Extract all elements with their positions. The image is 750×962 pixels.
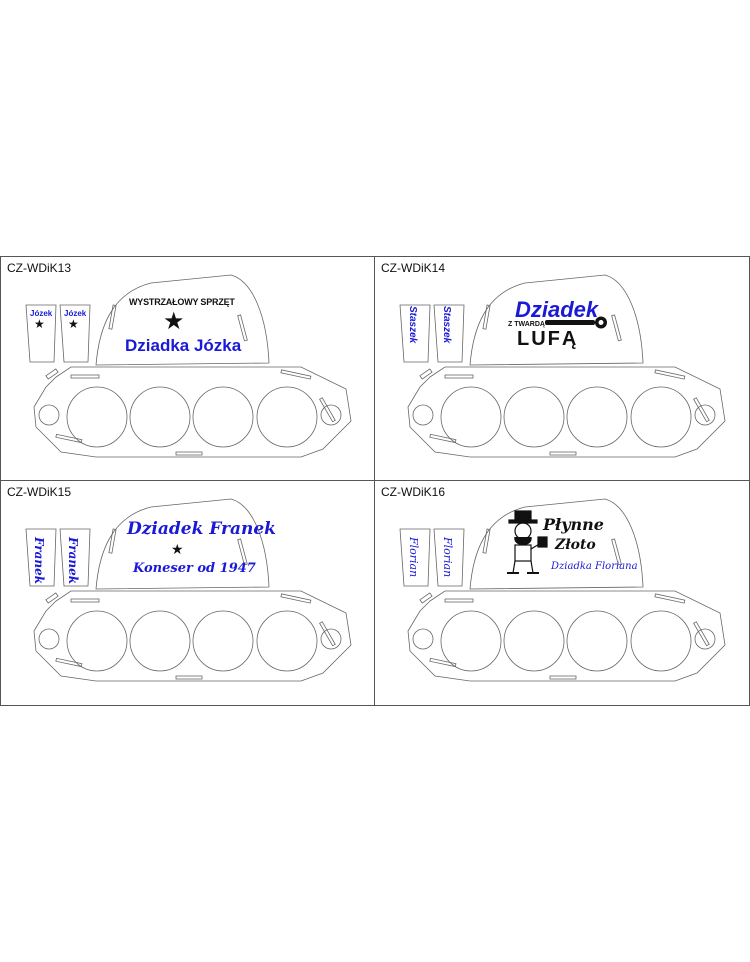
tank-text-line1: WYSTRZAŁOWY SPRZĘT xyxy=(129,297,235,307)
grandpa-illustration xyxy=(507,511,547,573)
star-icon: ★ xyxy=(68,317,79,331)
product-code: CZ-WDiK15 xyxy=(7,485,72,499)
star-icon: ★ xyxy=(163,308,185,335)
tank-text-line1: Płynne xyxy=(543,515,604,534)
tank-text-line2: Dziadka Józka xyxy=(125,336,242,355)
product-code: CZ-WDiK14 xyxy=(381,261,446,275)
glass-label: Franek xyxy=(66,537,80,585)
tank-text-line2: Złoto xyxy=(555,537,596,553)
product-code: CZ-WDiK13 xyxy=(7,261,72,275)
panel-cz-wdik14 xyxy=(375,257,749,481)
product-code: CZ-WDiK16 xyxy=(381,485,446,499)
tank-text-line3: Dziadka Floriana xyxy=(551,561,638,572)
tank-text-line2: Koneser od 1947 xyxy=(133,561,256,576)
panel-cz-wdik16 xyxy=(375,481,749,705)
tank-text-line2: Z TWARDĄ xyxy=(508,321,545,328)
glass-label: Florian xyxy=(441,537,454,578)
panel-cz-wdik15 xyxy=(1,481,375,705)
star-icon: ★ xyxy=(171,541,184,557)
glass-label: Florian xyxy=(407,537,420,578)
glass-label: Józek xyxy=(64,309,87,318)
tank-outline xyxy=(1,257,375,481)
tank-text-line1: Dziadek xyxy=(515,297,599,322)
tank-text-line1: Dziadek Franek xyxy=(127,519,276,539)
glass-label: Staszek xyxy=(407,306,418,344)
tank-text-line3: LUFĄ xyxy=(517,328,579,350)
glass-label: Józek xyxy=(30,309,53,318)
star-icon: ★ xyxy=(34,317,45,331)
tank-outline xyxy=(1,481,375,705)
panel-cz-wdik13 xyxy=(1,257,375,481)
tank-outline xyxy=(375,257,749,481)
glass-label: Franek xyxy=(32,537,46,585)
glass-label: Staszek xyxy=(441,306,452,344)
product-sheet xyxy=(0,256,750,706)
